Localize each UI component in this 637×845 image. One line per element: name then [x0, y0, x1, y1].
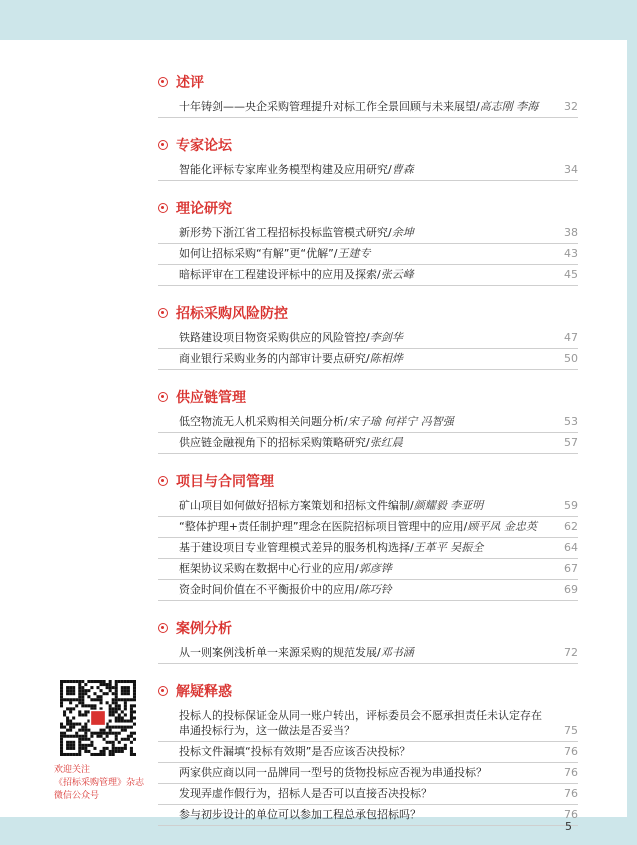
author-separator: /	[410, 541, 414, 554]
toc-entry[interactable]	[158, 580, 578, 601]
article-title: 商业银行采购业务的内部审计要点研究	[179, 352, 366, 365]
section-heading	[158, 385, 578, 409]
toc-section	[158, 469, 578, 601]
article-title: 投标文件漏填“投标有效期”是否应该否决投标？	[179, 745, 411, 758]
qr-caption-line: 微信公众号	[54, 791, 100, 801]
toc-entry[interactable]	[158, 538, 578, 559]
entry-title	[179, 582, 549, 597]
section-title: 招标采购风险防控	[176, 306, 288, 322]
entry-title	[179, 351, 549, 366]
article-title: 投标人的投标保证金从同一账户转出，评标委员会不愿承担责任未认定存在串通投标行为，这一做法是否妥当？	[179, 709, 542, 737]
article-title: 低空物流无人机采购相关问题分析	[179, 415, 344, 428]
section-title: 解疑释惑	[176, 684, 232, 700]
entry-title	[179, 414, 549, 429]
toc-section	[158, 301, 578, 370]
entry-page-number: 43	[564, 247, 578, 260]
section-title: 述评	[176, 75, 204, 91]
entry-title	[179, 765, 549, 780]
section-title: 项目与合同管理	[176, 474, 274, 490]
article-title: 十年铸剑——央企采购管理提升对标工作全景回顾与未来展望	[179, 100, 476, 113]
section-heading	[158, 679, 578, 703]
section-title: 供应链管理	[176, 390, 246, 406]
entry-title	[179, 267, 549, 282]
entry-page-number: 53	[564, 415, 578, 428]
section-title: 理论研究	[176, 201, 232, 217]
article-author: 张红晨	[369, 436, 403, 449]
entry-page-number: 62	[564, 520, 578, 533]
entry-title	[179, 225, 549, 240]
entry-title	[179, 540, 549, 555]
circle-bullet-icon	[158, 77, 168, 87]
author-separator: /	[377, 268, 381, 281]
article-title: 基于建设项目专业管理模式差异的服务机构选择	[179, 541, 410, 554]
entry-page-number: 50	[564, 352, 578, 365]
toc-entry[interactable]	[158, 706, 578, 742]
entry-title	[179, 498, 549, 513]
article-title: 如何让招标采购“有解”更“优解”	[179, 247, 334, 260]
article-author: 陈相烨	[369, 352, 403, 365]
toc-entry[interactable]	[158, 763, 578, 784]
article-author: 张云峰	[380, 268, 414, 281]
article-author: 余坤	[391, 226, 414, 239]
author-separator: /	[366, 331, 370, 344]
article-title: 资金时间价值在不平衡报价中的应用	[179, 583, 355, 596]
entry-page-number: 57	[564, 436, 578, 449]
entry-title	[179, 708, 549, 738]
author-separator: /	[366, 352, 370, 365]
entry-page-number: 72	[564, 646, 578, 659]
toc-section	[158, 385, 578, 454]
section-heading	[158, 70, 578, 94]
toc-entry[interactable]	[158, 349, 578, 370]
article-title: 框架协议采购在数据中心行业的应用	[179, 562, 355, 575]
table-of-contents	[158, 70, 578, 841]
toc-entry[interactable]	[158, 784, 578, 805]
toc-page	[0, 40, 627, 821]
entry-title	[179, 645, 549, 660]
entry-page-number: 76	[564, 745, 578, 758]
article-author: 邓书涵	[380, 646, 414, 659]
toc-entry[interactable]	[158, 742, 578, 763]
article-author: 郭彦铧	[358, 562, 392, 575]
entry-title	[179, 561, 549, 576]
article-author: 王革平 吴振全	[413, 541, 484, 554]
toc-entry[interactable]	[158, 223, 578, 244]
circle-bullet-icon	[158, 140, 168, 150]
author-separator: /	[410, 499, 414, 512]
toc-entry[interactable]	[158, 805, 578, 826]
article-author: 顾平凤 金忠英	[467, 520, 537, 533]
entry-page-number: 34	[564, 163, 578, 176]
section-heading	[158, 301, 578, 325]
article-author: 陈巧铃	[358, 583, 392, 596]
toc-entry[interactable]	[158, 265, 578, 286]
toc-section	[158, 70, 578, 118]
entry-title	[179, 99, 549, 114]
entry-title	[179, 162, 549, 177]
article-title: 从一则案例浅析单一来源采购的规范发展	[179, 646, 377, 659]
circle-bullet-icon	[158, 203, 168, 213]
toc-entry[interactable]	[158, 643, 578, 664]
entry-title	[179, 330, 549, 345]
section-title: 案例分析	[176, 621, 232, 637]
entry-title	[179, 807, 549, 822]
toc-section	[158, 679, 578, 826]
author-separator: /	[463, 520, 468, 533]
entry-page-number: 75	[564, 724, 578, 737]
article-title: 暗标评审在工程建设评标中的应用及探索	[179, 268, 377, 281]
qr-caption-line: 欢迎关注	[54, 765, 91, 775]
circle-bullet-icon	[158, 308, 168, 318]
author-separator: /	[333, 247, 338, 260]
qr-caption-line: 《招标采购管理》杂志	[54, 778, 145, 788]
circle-bullet-icon	[158, 392, 168, 402]
article-title: 参与初步设计的单位可以参加工程总承包招标吗？	[179, 808, 421, 821]
section-heading	[158, 616, 578, 640]
entry-page-number: 76	[564, 787, 578, 800]
wechat-qr-code	[60, 680, 136, 756]
page-number: 5	[565, 820, 572, 833]
section-title: 专家论坛	[176, 138, 232, 154]
article-title: “整体护理+责任制护理”理念在医院招标项目管理中的应用	[179, 520, 464, 533]
toc-section	[158, 196, 578, 286]
circle-bullet-icon	[158, 686, 168, 696]
entry-page-number: 76	[564, 766, 578, 779]
entry-page-number: 76	[564, 808, 578, 821]
author-separator: /	[355, 583, 359, 596]
toc-entry[interactable]	[158, 328, 578, 349]
entry-title	[179, 786, 549, 801]
toc-entry[interactable]	[158, 97, 578, 118]
author-separator: /	[388, 163, 392, 176]
article-author: 高志刚 李海	[479, 100, 539, 113]
author-separator: /	[366, 436, 370, 449]
article-author: 李剑华	[369, 331, 403, 344]
author-separator: /	[355, 562, 359, 575]
article-title: 两家供应商以同一品牌同一型号的货物投标应否视为串通投标？	[179, 766, 487, 779]
entry-page-number: 69	[564, 583, 578, 596]
entry-title	[179, 744, 549, 759]
article-title: 铁路建设项目物资采购供应的风险管控	[179, 331, 366, 344]
toc-entry[interactable]	[158, 517, 578, 538]
entry-title	[179, 246, 549, 261]
toc-entry[interactable]	[158, 496, 578, 517]
entry-title	[179, 519, 549, 534]
circle-bullet-icon	[158, 623, 168, 633]
article-author: 宋子瑜 何祥宁 冯智强	[347, 415, 454, 428]
toc-section	[158, 616, 578, 664]
entry-page-number: 47	[564, 331, 578, 344]
author-separator: /	[344, 415, 348, 428]
author-separator: /	[388, 226, 392, 239]
article-title: 发现弄虚作假行为，招标人是否可以直接否决投标？	[179, 787, 432, 800]
article-author: 王建专	[337, 247, 371, 260]
entry-page-number: 64	[564, 541, 578, 554]
toc-entry[interactable]	[158, 244, 578, 265]
qr-caption	[54, 764, 154, 803]
article-author: 曹森	[391, 163, 414, 176]
toc-section	[158, 133, 578, 181]
entry-page-number: 38	[564, 226, 578, 239]
entry-page-number: 59	[564, 499, 578, 512]
article-title: 矿山项目如何做好招标方案策划和招标文件编制	[179, 499, 410, 512]
toc-entry[interactable]	[158, 559, 578, 580]
article-author: 颜耀毅 李亚明	[413, 499, 484, 512]
toc-entry[interactable]	[158, 412, 578, 433]
author-separator: /	[476, 100, 480, 113]
entry-page-number: 45	[564, 268, 578, 281]
section-heading	[158, 133, 578, 157]
article-title: 新形势下浙江省工程招标投标监管模式研究	[179, 226, 388, 239]
entry-page-number: 32	[564, 100, 578, 113]
section-heading	[158, 196, 578, 220]
article-title: 供应链金融视角下的招标采购策略研究	[179, 436, 366, 449]
section-heading	[158, 469, 578, 493]
author-separator: /	[377, 646, 381, 659]
toc-entry[interactable]	[158, 433, 578, 454]
circle-bullet-icon	[158, 476, 168, 486]
article-title: 智能化评标专家库业务模型构建及应用研究	[179, 163, 388, 176]
entry-title	[179, 435, 549, 450]
toc-entry[interactable]	[158, 160, 578, 181]
entry-page-number: 67	[564, 562, 578, 575]
